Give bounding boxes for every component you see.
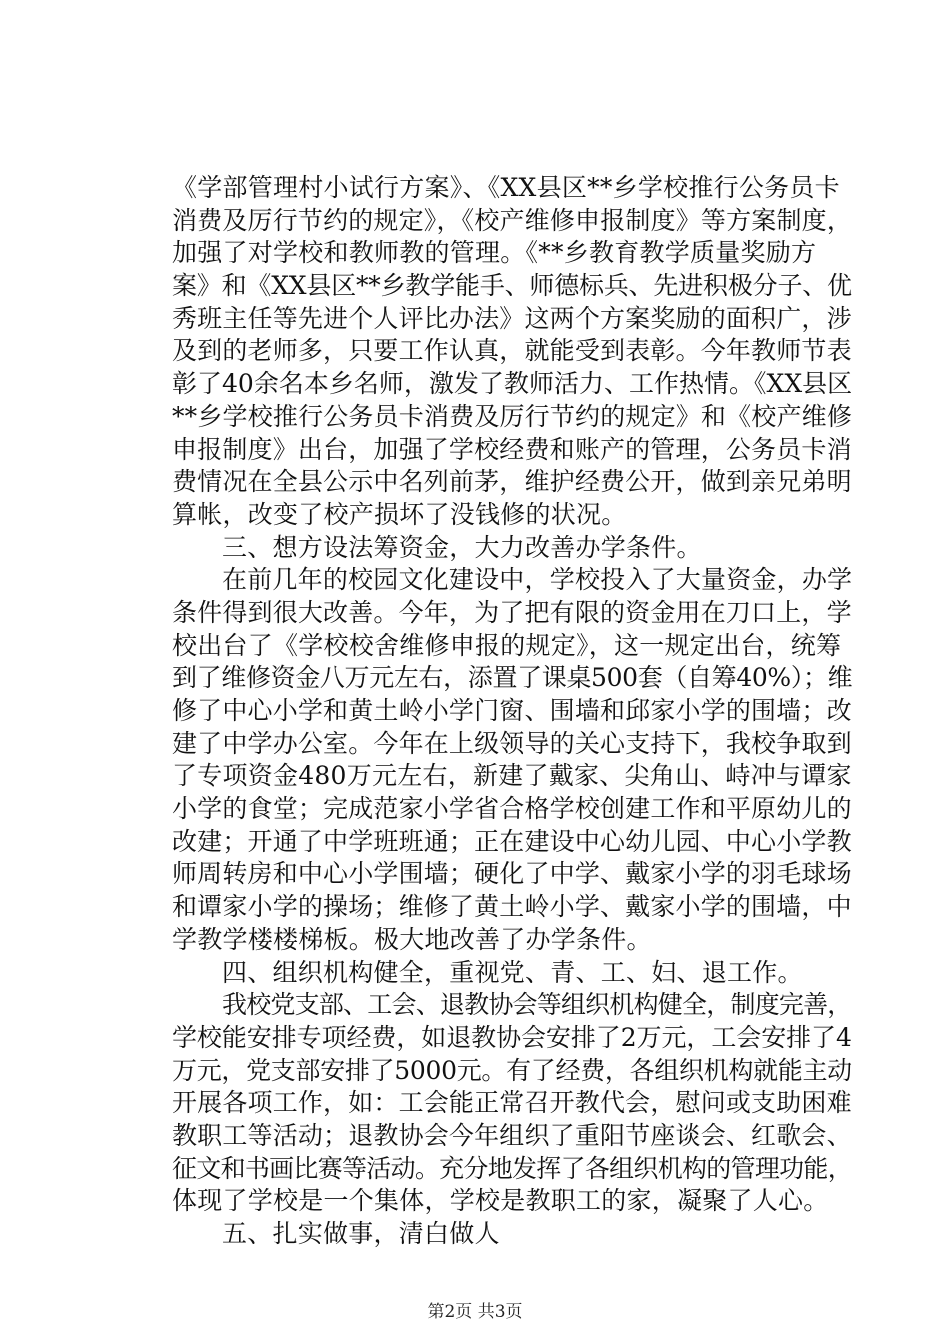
text-line: 费情况在全县公示中名列前茅，维护经费公开，做到亲兄弟明 (172, 467, 852, 497)
text-line: 小学的食堂；完成范家小学省合格学校创建工作和平原幼儿的 (172, 794, 852, 824)
text-line: 四、组织机构健全，重视党、青、工、妇、退工作。 (222, 957, 803, 987)
text-line: 我校党支部、工会、退教协会等组织机构健全，制度完善， (222, 990, 852, 1020)
text-line: 条件得到很大改善。今年，为了把有限的资金用在刀口上，学 (172, 597, 852, 627)
text-line: 到了维修资金八万元左右，添置了课桌500套（自筹40%）；维 (172, 663, 853, 693)
text-line: 师周转房和中心小学围墙；硬化了中学、戴家小学的羽毛球场 (172, 859, 852, 889)
text-line: 改建；开通了中学班班通；正在建设中心幼儿园、中心小学教 (172, 826, 852, 856)
text-line: 体现了学校是一个集体，学校是教职工的家，凝聚了人心。 (172, 1186, 829, 1216)
text-line: 秀班主任等先进个人评比办法》这两个方案奖励的面积广，涉 (172, 303, 852, 333)
text-line: 学教学楼楼梯板。极大地改善了办学条件。 (172, 924, 652, 954)
page-footer: 第2页 共3页 (427, 1302, 523, 1322)
text-line: 五、扎实做事，清白做人 (222, 1219, 500, 1248)
text-line: 和谭家小学的操场；维修了黄土岭小学、戴家小学的围墙，中 (172, 892, 852, 922)
text-line: 申报制度》出台，加强了学校经费和账产的管理，公务员卡消 (172, 434, 852, 464)
text-line: **乡学校推行公务员卡消费及厉行节约的规定》和《校产维修 (172, 401, 853, 431)
text-line: 修了中心小学和黄土岭小学门窗、围墙和邱家小学的围墙；改 (172, 696, 852, 725)
text-line: 校出台了《学校校舍维修申报的规定》，这一规定出台，统筹 (172, 630, 842, 660)
text-line: 征文和书画比赛等活动。充分地发挥了各组织机构的管理功能， (172, 1153, 853, 1183)
text-line: 三、想方设法筹资金，大力改善办学条件。 (222, 532, 702, 562)
text-line: 加强了对学校和教师教的管理。《**乡教育教学质量奖励方 (172, 238, 817, 268)
text-line: 开展各项工作，如：工会能正常召开教代会，慰问或支助困难 (172, 1088, 852, 1118)
text-line: 及到的老师多，只要工作认真，就能受到表彰。今年教师节表 (172, 336, 852, 366)
text-line: 万元，党支部安排了5000元。有了经费，各组织机构就能主动 (172, 1055, 852, 1085)
document-body (172, 172, 852, 1251)
text-line: 消费及厉行节约的规定》，《校产维修申报制度》等方案制度， (172, 205, 853, 235)
text-line: 彰了40余名本乡名师，激发了教师活力、工作热情。《XX县区 (172, 369, 853, 399)
text-line: 案》和《XX县区**乡教学能手、师德标兵、先进积极分子、优 (172, 271, 852, 301)
text-line: 在前几年的校园文化建设中，学校投入了大量资金，办学 (222, 565, 853, 595)
text-line: 《学部管理村小试行方案》、《XX县区**乡学校推行公务员卡 (172, 173, 840, 202)
text-line: 教职工等活动；退教协会今年组织了重阳节座谈会、红歌会、 (172, 1120, 852, 1150)
text-line: 学校能安排专项经费，如退教协会安排了2万元，工会安排了4 (172, 1022, 852, 1052)
text-line: 了专项资金480万元左右，新建了戴家、尖角山、峙冲与谭家 (172, 761, 852, 791)
text-line: 算帐，改变了校产损坏了没钱修的状况。 (172, 499, 627, 529)
text-line: 建了中学办公室。今年在上级领导的关心支持下，我校争取到 (172, 728, 852, 758)
